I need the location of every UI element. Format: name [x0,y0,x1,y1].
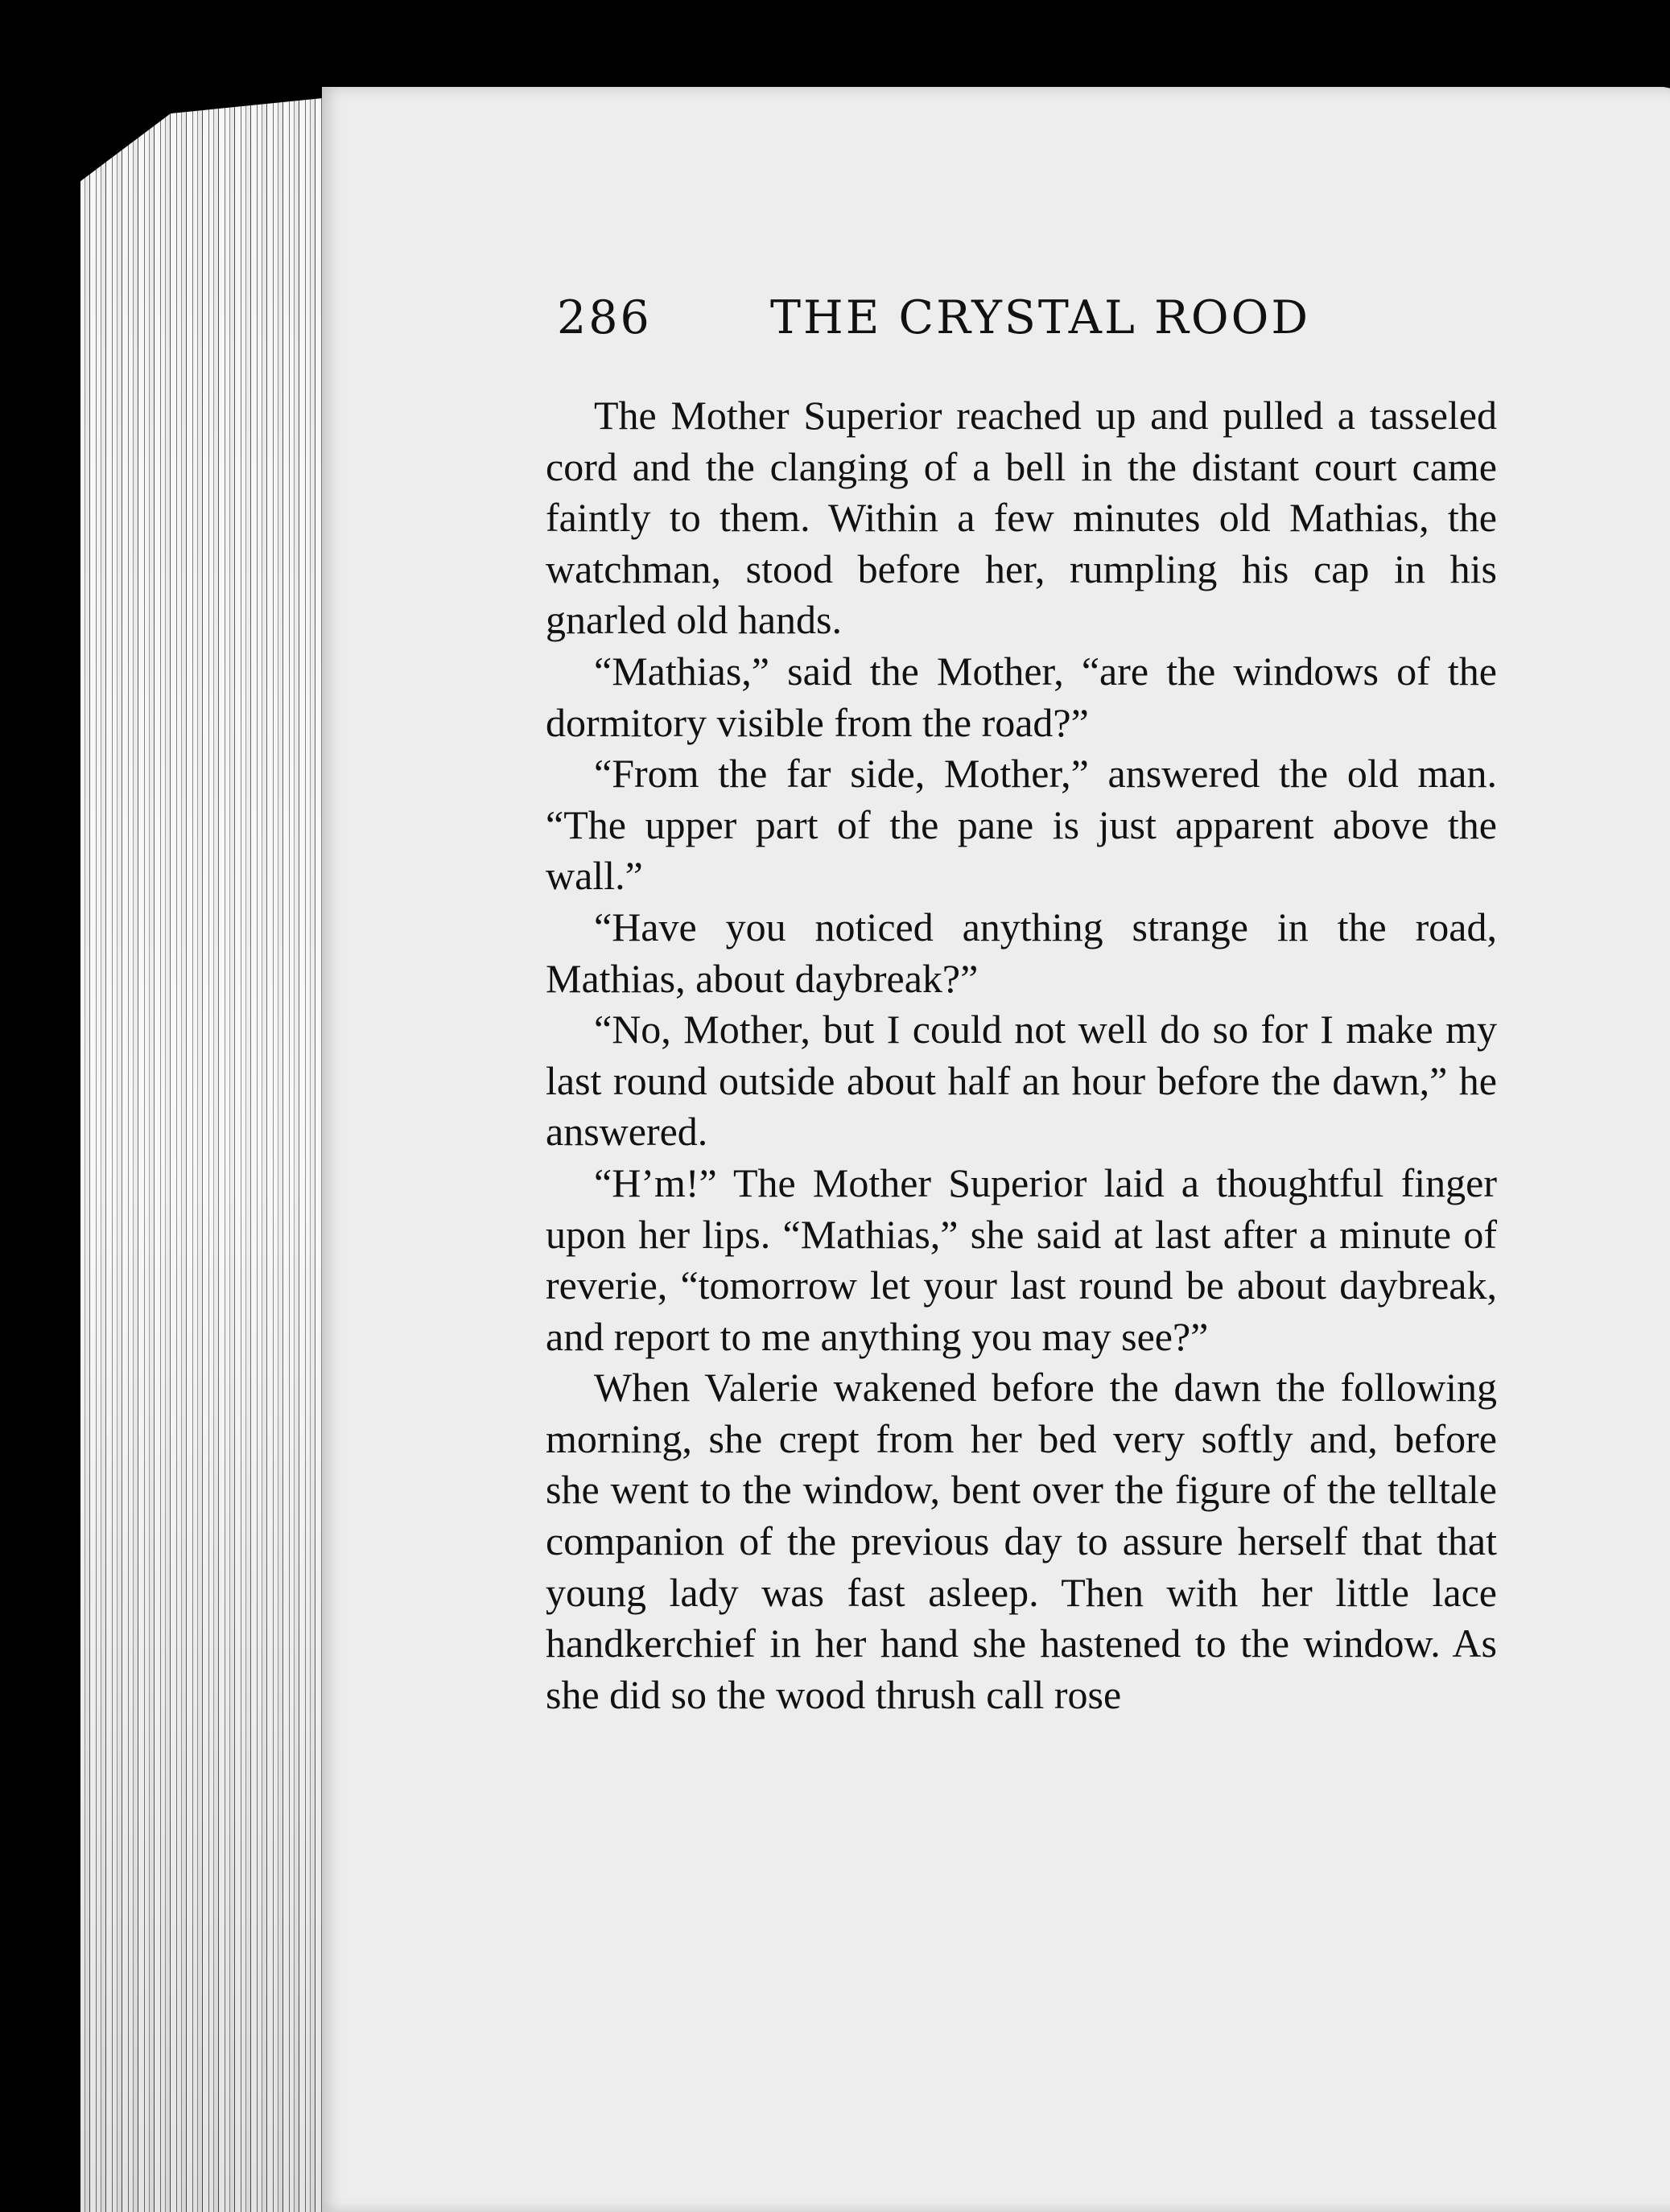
paragraph: The Mother Superior reached up and pulled a tasseled cord and the clanging of a bell in the distant court came faintly to them. Within a few minutes old Mathias, the watchman, stood before her, rumpling his cap in his gnarled old hands. [546,393,1497,643]
paragraph: “Have you noticed anything strange in the road, Mathias, about daybreak?” [546,904,1497,1001]
body-text [546,390,1497,1720]
paragraph: “H’m!” The Mother Superior laid a thoughtful finger upon her lips. “Mathias,” she said at last after a minute of reverie, “tomorrow let your last round be about daybreak, and report to me anything you may see?” [546,1160,1497,1359]
book-title: THE CRYSTAL ROOD [770,291,1311,344]
page-number: 286 [557,291,652,344]
running-head [557,291,1555,356]
paragraph: “No, Mother, but I could not well do so for I make my last round outside about half an hour before the dawn,” he answered. [546,1007,1497,1155]
paragraph: When Valerie wakened before the dawn the following morning, she crept from her bed very softly and, before she went to the window, bent over the figure of the telltale companion of the previous day to assure herself that that young lady was fast asleep. Then with her little lace handkerchief in her hand she hastened to the window. As she did so the wood thrush call rose [546,1365,1497,1717]
paragraph: “From the far side, Mother,” answered the old man. “The upper part of the pane is just apparent above the wall.” [546,751,1497,899]
page-edges-shading [80,97,338,2212]
paragraph: “Mathias,” said the Mother, “are the windows of the dormitory visible from the road?” [546,648,1497,745]
